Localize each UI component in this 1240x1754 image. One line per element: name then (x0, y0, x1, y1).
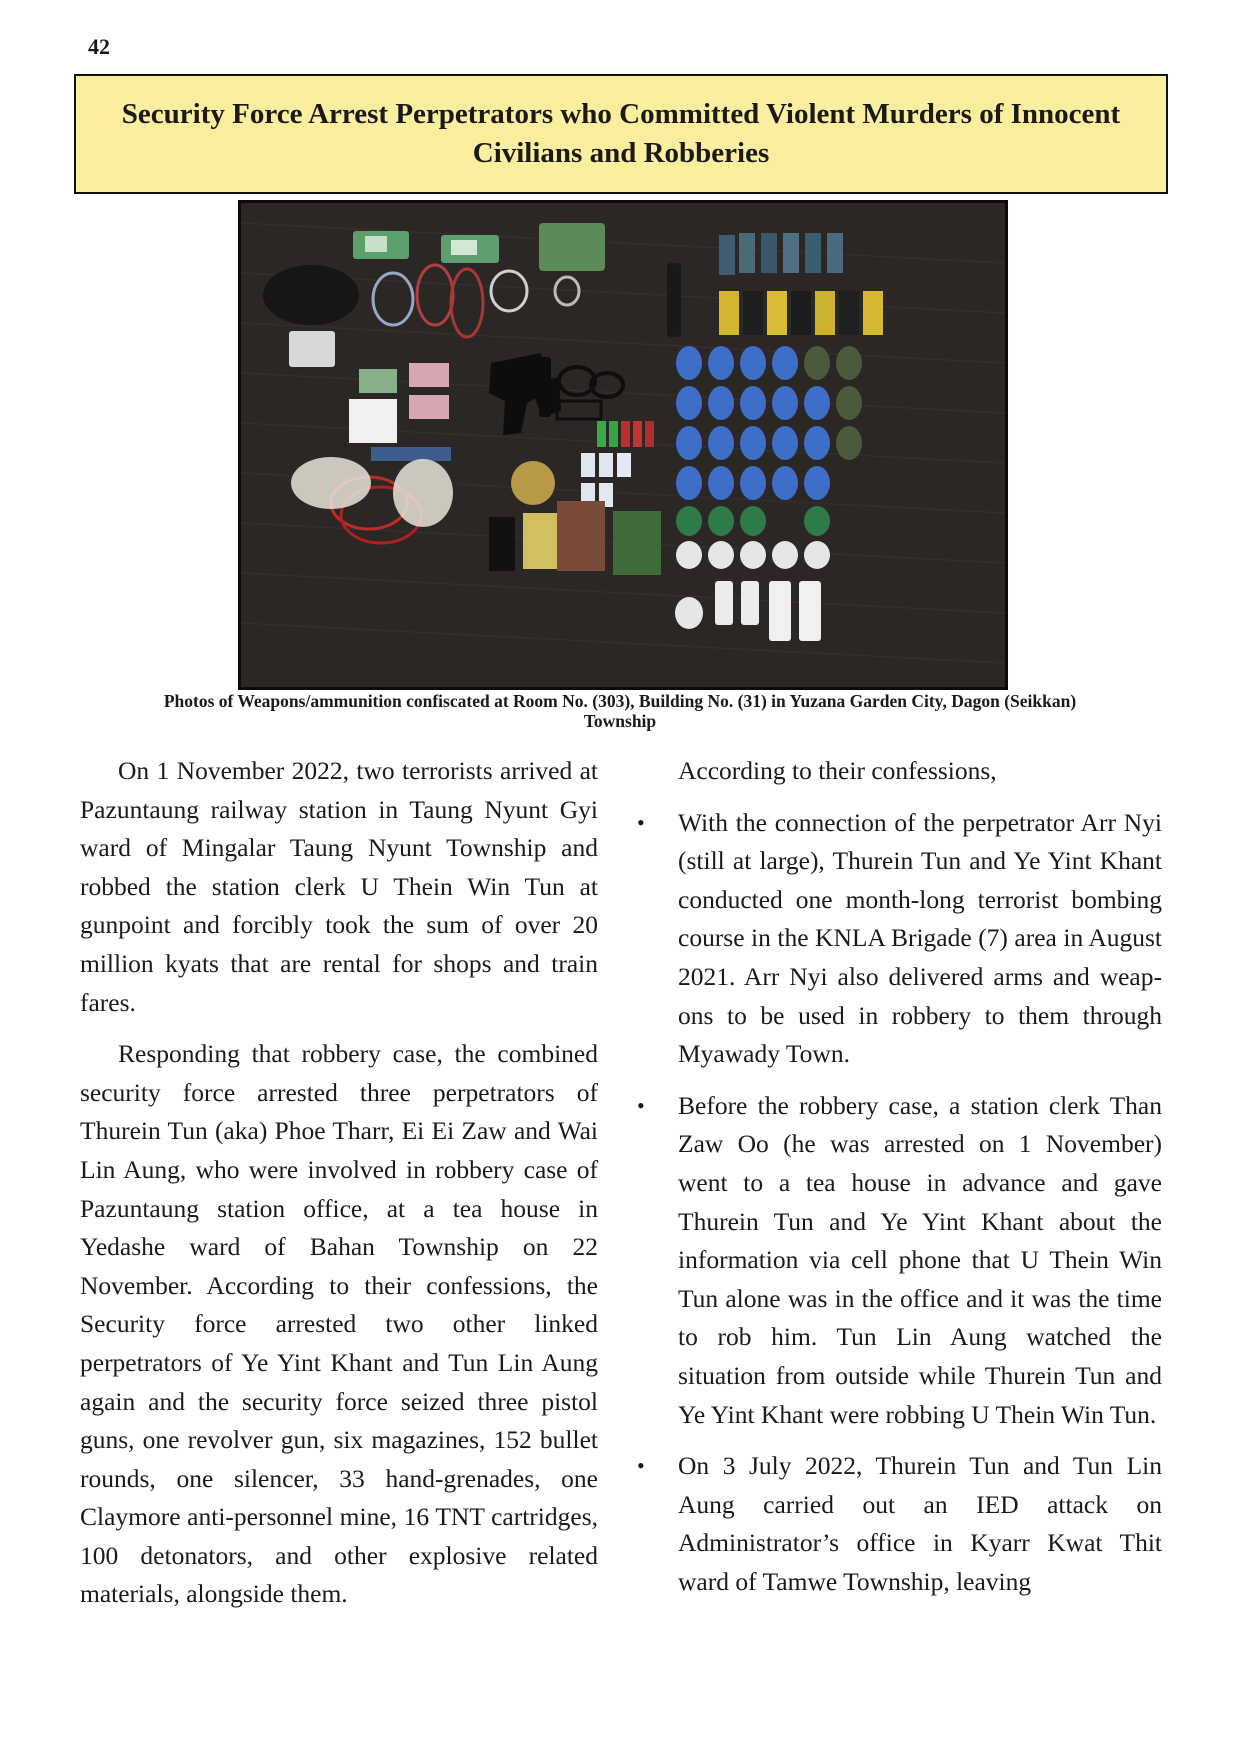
paragraph-2: Responding that robbery case, the combined security force arrested three perpetrators of Thurein Tun (aka) Phoe Tharr, Ei Ei Zaw and Wai Lin Aung, who were involved in robbery case of Pazuntaung station office, at a tea house in Yedashe ward of Bahan Township on 22 November. According to their confessions, the Security force arrested two other linked perpetrators of Ye Yint Khant and Tun Lin Aung again and the security force seized three pistol guns, one revolver gun, six magazines, 152 bullet rounds, one silencer, 33 hand-grenades, one Claymore anti-personnel mine, 16 TNT cartridges, 100 detonators, and other explosive related materials, alongside them. (80, 1039, 598, 1609)
batteries (597, 421, 654, 447)
silencer (667, 263, 681, 337)
list-item-text: On 3 July 2022, Thurein Tun and Tun Lin Aung carried out an IED attack on Administrator’s office in Kyarr Kwat Thit ward of Tamwe Township, leaving (678, 1451, 1162, 1596)
green-case (539, 223, 605, 271)
list-item (637, 804, 1162, 1074)
multimeter (289, 331, 335, 367)
bullet-bowl (511, 461, 555, 505)
weapons-photo-illustration (241, 203, 1005, 687)
confessions-list (637, 804, 1162, 1602)
title-banner (74, 74, 1168, 194)
bullet-icon: • (637, 1092, 645, 1118)
brown-document (557, 501, 605, 571)
evidence-photo (238, 200, 1008, 690)
photo-caption: Photos of Weapons/ammunition confiscated at Room No. (303), Building No. (31) in Yuzana Garden City, Dagon (Seikkan) Township (163, 691, 1077, 731)
black-bag (263, 265, 359, 325)
left-column (80, 752, 598, 1627)
bullet-package (489, 517, 515, 571)
page-number: 42 (88, 34, 110, 59)
list-item (637, 1447, 1162, 1601)
page-title: Security Force Arrest Perpetrators who Committed Violent Murders of Innocent Civilians and Robberies (121, 98, 1121, 169)
bullet-icon: • (637, 809, 645, 835)
list-item (637, 1087, 1162, 1434)
list-item-text: Before the robbery case, a station clerk Than Zaw Oo (he was arrested on 1 November) went to a tea house in advance and gave Thurein Tun and Ye Yint Khant about the information via cell phone that U Thein Win Tun alone was in the office and it was the time to rob him. Tun Lin Aung watched the situation from outside while Thurein Tun and Ye Yint Khant were robbing U Thein Win Tun. (678, 1090, 1162, 1429)
confessions-intro: According to their confessions, (678, 756, 997, 785)
bullet-icon: • (637, 1453, 645, 1479)
right-column (637, 752, 1162, 1614)
green-document (613, 511, 661, 575)
paragraph-1: On 1 November 2022, two terrorists arrived at Pazuntaung railway station in Taung Nyunt Gyi ward of Mingalar Taung Nyunt Township and robbed the station clerk U Thein Win Tun at gunpoint and forcibly took the sum of over 20 million kyats that are rental for shops and train fares. (80, 756, 598, 1017)
list-item-text: With the connection of the perpetrator Arr Nyi (still at large), Thurein Tun and Ye Yint Khant conducted one month-long terrorist bombing course in the KNLA Brigade (7) area in August 2021. Arr Nyi also delivered arms and weapons to be used in robbery to them through Myawady Town. (678, 807, 1162, 1069)
